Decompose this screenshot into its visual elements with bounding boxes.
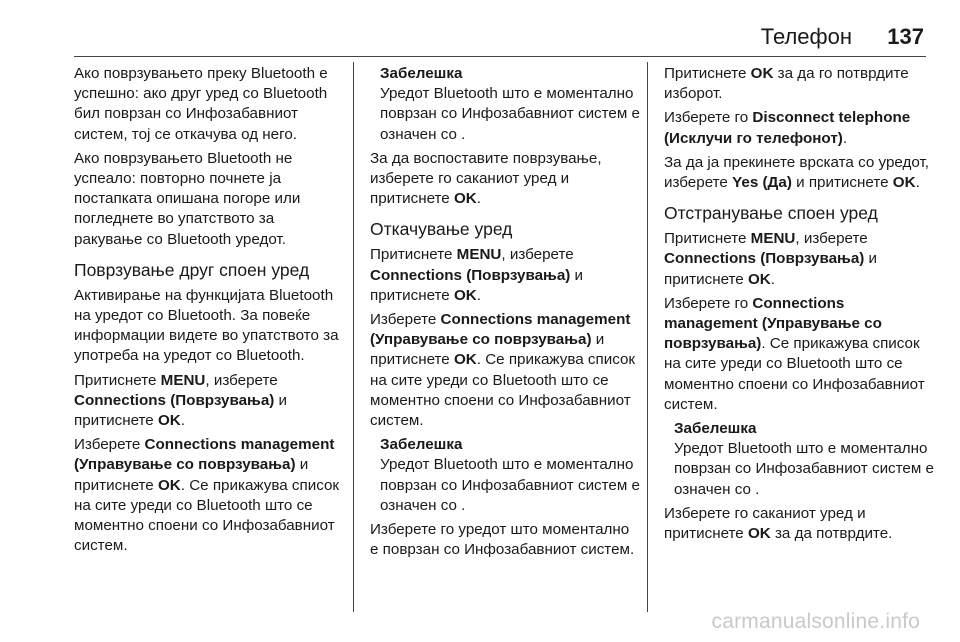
paragraph: Изберете го уредот што моментално е поврзан со Инфозабавниот систем. <box>370 521 635 559</box>
menu-option: Connections management (Управување со поврзувања) <box>74 436 335 474</box>
paragraph: Изберете го Connections management (Управување со поврзувања). Се прикажува список на сите уреди со Bluetooth што се моментно споени со Инфозабавниот систем. <box>664 294 925 413</box>
section-heading: Отстранување споен уред <box>664 203 878 224</box>
column-3 <box>664 64 934 548</box>
column-2 <box>370 64 640 564</box>
paragraph: За да воспоставите поврзување, изберете го саканиот уред и притиснете OK. <box>370 149 602 208</box>
page-header <box>0 0 960 56</box>
note-title: Забелешка <box>380 436 463 454</box>
menu-option: Connections (Поврзувања) <box>370 266 571 284</box>
menu-key: MENU <box>750 230 796 248</box>
paragraph: Притиснете MENU, изберете Connections (Поврзувања) и притиснете OK. <box>74 371 288 430</box>
paragraph: Изберете Connections management (Управување со поврзувања) и притиснете OK. Се прикажува список на сите уреди со Bluetooth што се моментно споени со Инфозабавниот систем. <box>370 311 636 430</box>
paragraph: Активирање на функцијата Bluetooth на уредот со Bluetooth. За повеќе информации видете во упатството за употреба на уредот со Bluetooth. <box>74 286 339 365</box>
ok-key: OK <box>157 412 181 430</box>
column-1 <box>74 64 344 560</box>
note-title: Забелешка <box>674 420 757 438</box>
paragraph: Притиснете OK за да го потврдите изборот. <box>664 65 909 103</box>
menu-option: Connections management (Управување со поврзувања) <box>664 294 882 353</box>
ok-key: OK <box>157 476 181 494</box>
header-rule <box>74 56 926 57</box>
section-heading: Поврзување друг споен уред <box>74 259 310 280</box>
paragraph: Изберете Connections management (Управување со поврзувања) и притиснете OK. Се прикажува список на сите уреди со Bluetooth што се моментно споени со Инфозабавниот систем. <box>74 436 340 555</box>
menu-option: Connections (Поврзувања) <box>664 250 865 268</box>
note-text: Уредот Bluetooth што е моментално поврзан со Инфозабавниот систем е означен со . <box>674 440 934 498</box>
ok-key: OK <box>747 270 771 288</box>
column-divider-1 <box>353 62 354 612</box>
menu-option: Yes (Да) <box>732 174 792 192</box>
watermark: carmanualsonline.info <box>711 610 920 633</box>
paragraph: Притиснете MENU, изберете Connections (Поврзувања) и притиснете OK. <box>370 246 584 304</box>
paragraph: Изберете го саканиот уред и притиснете OK за да потврдите. <box>664 504 893 543</box>
paragraph: Ако поврзувањето Bluetooth не успеало: повторно почнете ја постапката опишана погоре или погледнете во упатството за ракување со Bluetooth уредот. <box>74 149 301 248</box>
menu-key: MENU <box>456 246 502 264</box>
note-box <box>380 64 640 145</box>
menu-option: Disconnect telephone (Исклучи го телефонот) <box>664 109 911 147</box>
ok-key: OK <box>750 65 774 82</box>
column-divider-2 <box>647 62 648 612</box>
note-text: Уредот Bluetooth што е моментално поврзан со Инфозабавниот систем е означен со . <box>380 85 640 143</box>
menu-key: MENU <box>160 371 206 389</box>
note-box <box>674 419 934 500</box>
section-heading: Откачување уред <box>370 219 513 240</box>
paragraph: Ако поврзувањето преку Bluetooth е успешно: ако друг уред со Bluetooth бил поврзан со Инфозабавниот систем, тој се откачува од него. <box>74 65 328 143</box>
paragraph: Изберете го Disconnect telephone (Исклучи го телефонот). <box>664 109 911 147</box>
page-number: 137 <box>887 24 924 49</box>
paragraph: Притиснете MENU, изберете Connections (Поврзувања) и притиснете OK. <box>664 230 878 288</box>
paragraph: За да ја прекинете врската со уредот, изберете Yes (Да) и притиснете OK. <box>664 153 929 192</box>
ok-key: OK <box>747 525 771 543</box>
note-text: Уредот Bluetooth што е моментално поврзан со Инфозабавниот систем е означен со . <box>380 456 640 514</box>
ok-key: OK <box>892 174 916 192</box>
menu-option: Connections (Поврзувања) <box>74 391 275 409</box>
section-title: Телефон <box>760 24 852 49</box>
menu-option: Connections management (Управување со поврзувања) <box>370 311 631 349</box>
ok-key: OK <box>453 286 477 304</box>
note-title: Забелешка <box>380 65 463 82</box>
note-box <box>380 435 640 516</box>
ok-key: OK <box>453 351 477 369</box>
ok-key: OK <box>453 190 477 208</box>
